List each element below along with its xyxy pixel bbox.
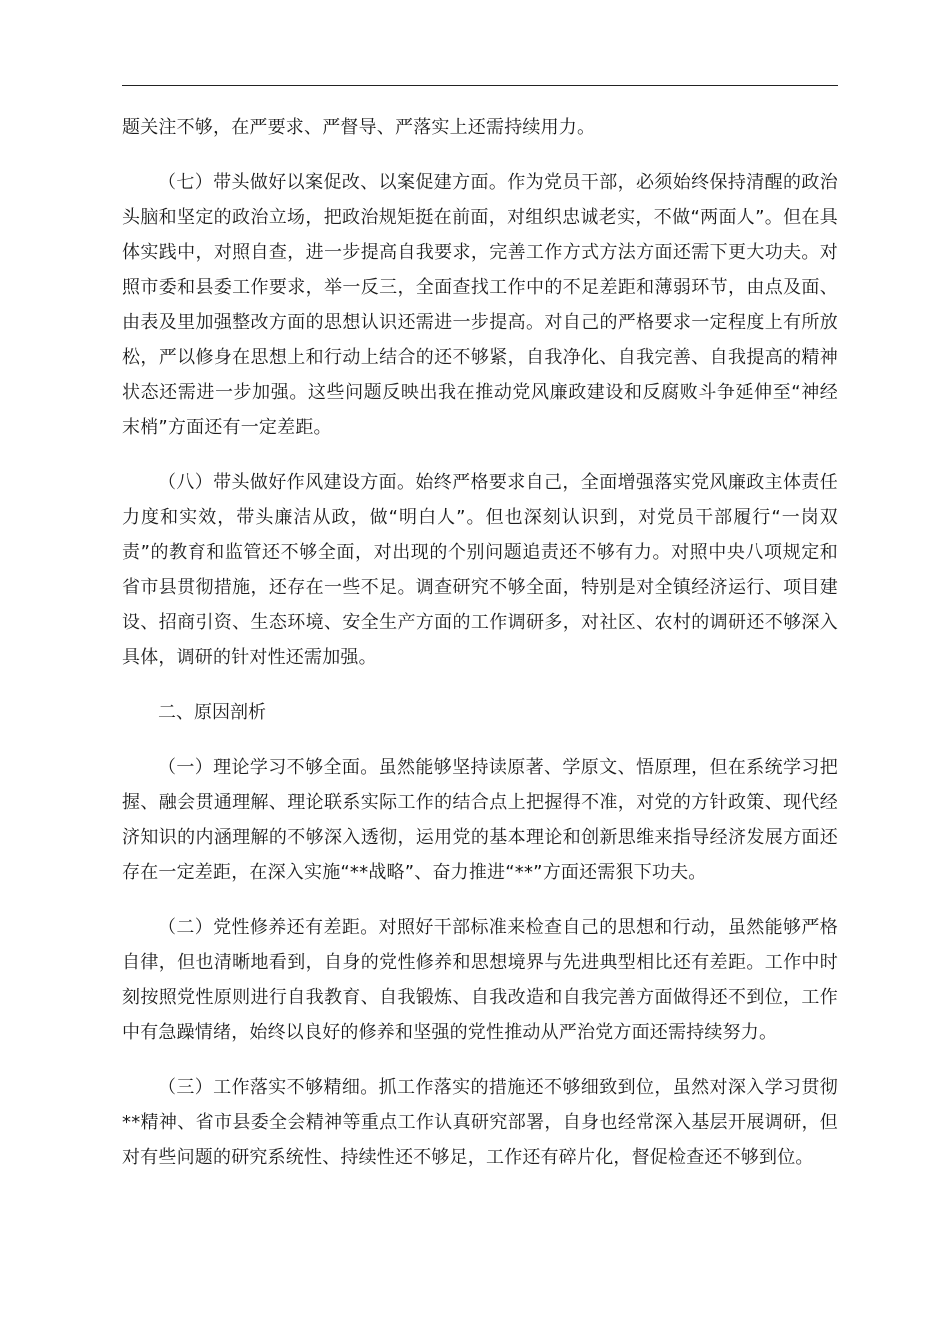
- paragraph-section-8: （八）带头做好作风建设方面。始终严格要求自己，全面增强落实党风廉政主体责任力度和实效，带头廉洁从政，做“明白人”。但也深刻认识到，对党员干部履行“一岗双责”的教育和监管还不够全面，对出现的个别问题追责还不够有力。对照中央八项规定和省市县贯彻措施，还存在一些不足。调查研究不够全面，特别是对全镇经济运行、项目建设、招商引资、生态环境、安全生产方面的工作调研多，对社区、农村的调研还不够深入具体，调研的针对性还需加强。: [122, 472, 838, 668]
- paragraph-cause-3: （三）工作落实不够精细。抓工作落实的措施还不够细致到位，虽然对深入学习贯彻**精神、省市县委全会精神等重点工作认真研究部署，自身也经常深入基层开展调研，但对有些问题的研究系统性、持续性还不够足，工作还有碎片化，督促检查还不够到位。: [122, 1077, 838, 1168]
- document-body: [122, 110, 838, 1195]
- paragraph-cause-1: （一）理论学习不够全面。虽然能够坚持读原著、学原文、悟原理，但在系统学习把握、融会贯通理解、理论联系实际工作的结合点上把握得不准，对党的方针政策、现代经济知识的内涵理解的不够深入透彻，运用党的基本理论和创新思维来指导经济发展方面还存在一定差距，在深入实施“**战略”、奋力推进“**”方面还需狠下功夫。: [122, 757, 838, 883]
- paragraph-cause-2: （二）党性修养还有差距。对照好干部标准来检查自己的思想和行动，虽然能够严格自律，但也清晰地看到，自身的党性修养和思想境界与先进典型相比还有差距。工作中时刻按照党性原则进行自我教育、自我锻炼、自我改造和自我完善方面做得还不到位，工作中有急躁情绪，始终以良好的修养和坚强的党性推动从严治党方面还需持续努力。: [122, 917, 838, 1043]
- section-heading-cause-analysis: 二、原因剖析: [158, 702, 266, 723]
- header-rule: [122, 85, 838, 86]
- paragraph-section-7: （七）带头做好以案促改、以案促建方面。作为党员干部，必须始终保持清醒的政治头脑和坚定的政治立场，把政治规矩挺在前面，对组织忠诚老实，不做“两面人”。但在具体实践中，对照自查，进一步提高自我要求，完善工作方式方法方面还需下更大功夫。对照市委和县委工作要求，举一反三，全面查找工作中的不足差距和薄弱环节，由点及面、由表及里加强整改方面的思想认识还需进一步提高。对自己的严格要求一定程度上有所放松，严以修身在思想上和行动上结合的还不够紧，自我净化、自我完善、自我提高的精神状态还需进一步加强。这些问题反映出我在推动党风廉政建设和反腐败斗争延伸至“神经末梢”方面还有一定差距。: [122, 172, 838, 438]
- paragraph-continuation: 题关注不够，在严要求、严督导、严落实上还需持续用力。: [122, 117, 596, 138]
